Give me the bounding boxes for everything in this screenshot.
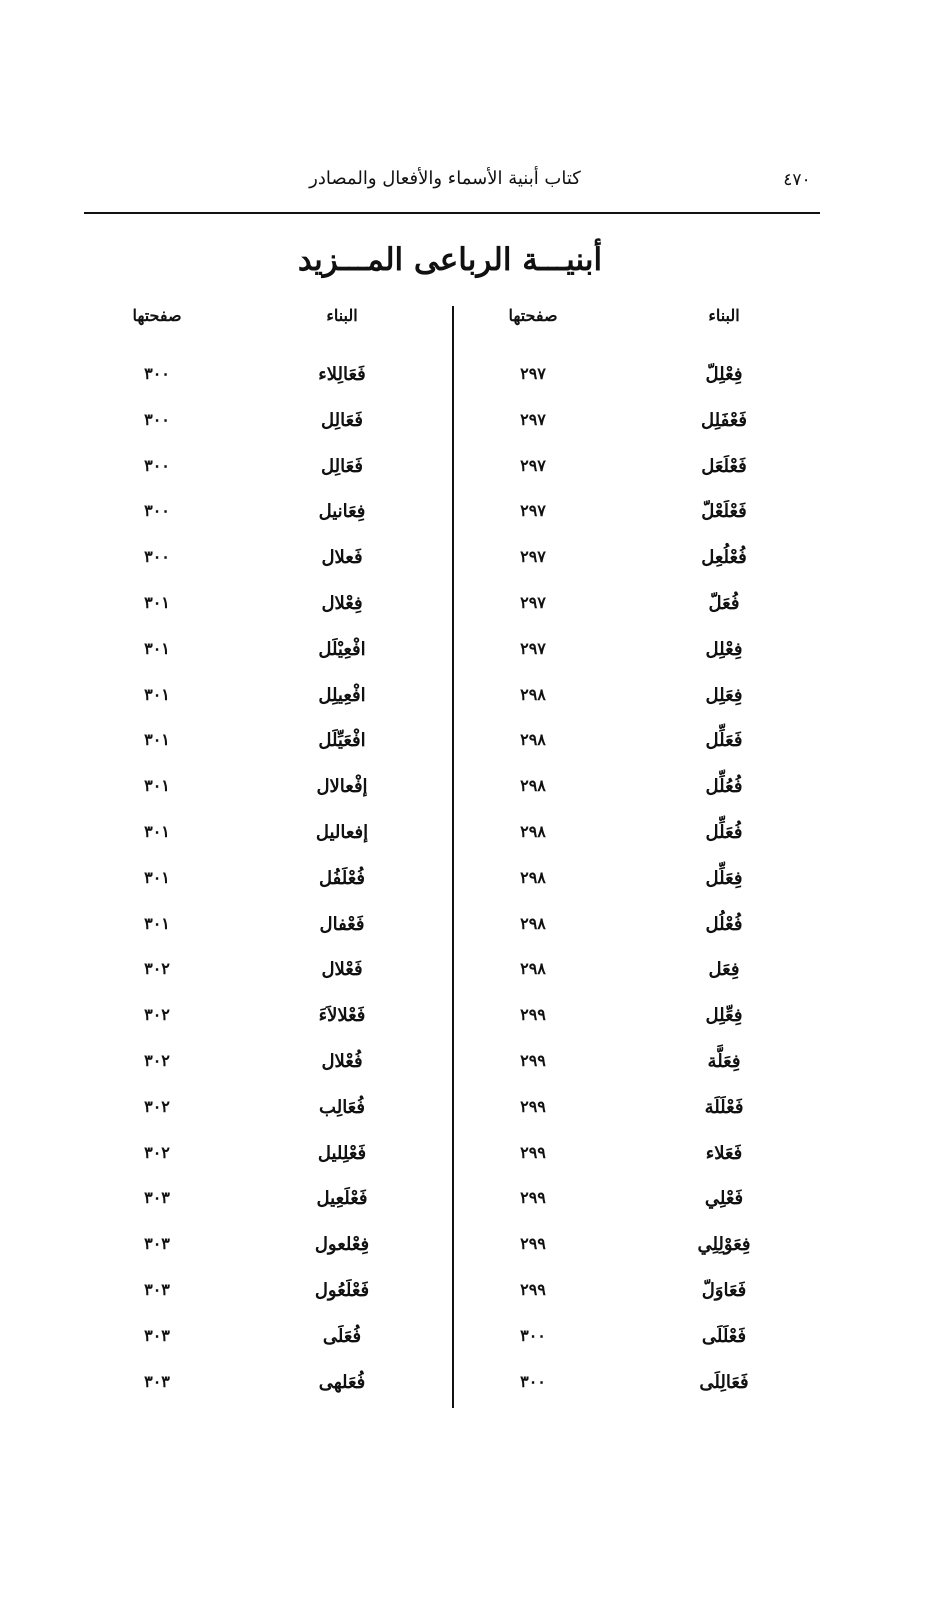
table-row [0, 1051, 944, 1097]
right-pattern-form: فِعَل [708, 959, 740, 981]
right-page-ref: ٢٩٧ [520, 409, 546, 429]
right-form-header: البناء [708, 306, 740, 325]
right-page-ref: ٣٠٠ [520, 1325, 546, 1345]
table-row [0, 547, 944, 593]
left-page-ref: ٣٠٣ [144, 1234, 170, 1254]
left-pattern-form: فَعْلال [321, 959, 363, 981]
left-page-ref: ٣٠٢ [144, 1096, 170, 1116]
right-pattern-form: فُعَلِّل [705, 821, 743, 843]
left-pattern-form: إفعاليل [315, 821, 369, 843]
right-pattern-form: فَعَلِّل [705, 730, 743, 752]
left-form-header: البناء [326, 306, 358, 325]
table-row [0, 1326, 944, 1372]
right-pattern-form: فَعَاوَلّ [701, 1279, 747, 1301]
left-page-ref: ٣٠٠ [144, 501, 170, 521]
left-page-ref: ٣٠١ [144, 638, 170, 658]
pattern-table [0, 364, 944, 1417]
right-page-ref: ٢٩٧ [520, 547, 546, 567]
right-pattern-form: فِعْلِل [705, 638, 743, 660]
page-number: ٤٧٠ [783, 170, 811, 190]
left-pattern-form: فَعْلَعِيل [316, 1188, 368, 1210]
left-page-ref: ٣٠١ [144, 592, 170, 612]
left-pattern-form: فَعَالِل [321, 455, 363, 477]
right-page-ref: ٢٩٨ [520, 730, 546, 750]
table-row [0, 959, 944, 1005]
right-pattern-form: فِعِّلِل [705, 1005, 743, 1027]
table-row [0, 1097, 944, 1143]
table-row [0, 501, 944, 547]
table-row [0, 1005, 944, 1051]
header-rule [84, 212, 820, 214]
right-pattern-form: فِعَوْلِلِي [697, 1234, 751, 1256]
table-row [0, 822, 944, 868]
left-pattern-form: فِعْلال [321, 592, 363, 614]
right-page-ref: ٢٩٨ [520, 821, 546, 841]
left-page-ref: ٣٠١ [144, 730, 170, 750]
right-pattern-form: فَعْلَلَة [704, 1096, 744, 1118]
left-page-ref: ٣٠٣ [144, 1371, 170, 1391]
left-page-header: صفحتها [132, 306, 182, 325]
right-page-ref: ٢٩٩ [520, 1188, 546, 1208]
section-heading: أبنيـــة الرباعى المـــزيد [297, 242, 603, 278]
right-pattern-form: فَعْفَلِل [701, 409, 747, 431]
right-pattern-form: فِعَلَّة [707, 1050, 741, 1072]
left-page-ref: ٣٠٠ [144, 364, 170, 383]
left-pattern-form: فِعْلعول [314, 1234, 370, 1256]
right-pattern-form: فَعْلِي [704, 1188, 744, 1210]
left-pattern-form: فَعْفال [319, 913, 365, 935]
left-page-ref: ٣٠٣ [144, 1279, 170, 1299]
left-pattern-form: افْعِيْلَل [318, 638, 366, 660]
right-pattern-form: فَعْلَعْلّ [701, 501, 747, 523]
right-page-ref: ٢٩٨ [520, 913, 546, 933]
table-row [0, 1188, 944, 1234]
left-page-ref: ٣٠٢ [144, 1142, 170, 1162]
left-pattern-form: فَعْلالاَءَ [318, 1005, 366, 1027]
left-pattern-form: فُعَالِب [319, 1096, 365, 1118]
left-pattern-form: فَعْلَعُول [314, 1279, 370, 1301]
left-pattern-form: فَعَالِلاء [318, 364, 366, 385]
right-page-ref: ٢٩٨ [520, 684, 546, 704]
table-row [0, 456, 944, 502]
table-row [0, 639, 944, 685]
left-page-ref: ٣٠١ [144, 913, 170, 933]
left-pattern-form: فُعَلهى [318, 1371, 366, 1393]
table-row [0, 1372, 944, 1418]
right-pattern-form: فُعْلُعِل [701, 547, 747, 569]
left-page-ref: ٣٠١ [144, 821, 170, 841]
right-page-ref: ٢٩٩ [520, 1050, 546, 1070]
table-row [0, 364, 944, 410]
right-pattern-form: فُعَلّ [708, 592, 740, 614]
left-pattern-form: فِعَانيل [318, 501, 366, 523]
table-row [0, 776, 944, 822]
right-pattern-form: فُعُلِّل [705, 776, 743, 798]
left-pattern-form: إفْعالال [316, 776, 368, 798]
right-page-ref: ٣٠٠ [520, 1371, 546, 1391]
left-page-ref: ٣٠٢ [144, 959, 170, 979]
running-header-title: كتاب أبنية الأسماء والأفعال والمصادر [309, 168, 581, 189]
right-page-ref: ٢٩٩ [520, 1142, 546, 1162]
right-page-ref: ٢٩٧ [520, 638, 546, 658]
left-pattern-form: فُعَلَى [322, 1325, 362, 1347]
table-row [0, 1280, 944, 1326]
left-pattern-form: فَعلال [321, 547, 363, 569]
right-page-ref: ٢٩٨ [520, 776, 546, 796]
left-page-ref: ٣٠٣ [144, 1325, 170, 1345]
left-pattern-form: فُعْلال [321, 1050, 363, 1072]
right-page-ref: ٢٩٧ [520, 455, 546, 475]
right-pattern-form: فَعَالِلَى [699, 1371, 749, 1393]
left-page-ref: ٣٠٠ [144, 455, 170, 475]
right-page-ref: ٢٩٧ [520, 501, 546, 521]
left-page-ref: ٣٠٢ [144, 1005, 170, 1025]
right-pattern-form: فِعَلِل [705, 684, 743, 706]
left-pattern-form: فَعْلِليل [317, 1142, 367, 1164]
left-pattern-form: فُعْلَفُل [319, 867, 365, 889]
right-page-ref: ٢٩٩ [520, 1279, 546, 1299]
left-page-ref: ٣٠١ [144, 776, 170, 796]
table-row [0, 914, 944, 960]
table-row [0, 685, 944, 731]
right-pattern-form: فَعَلاء [705, 1142, 743, 1164]
left-page-ref: ٣٠٢ [144, 1050, 170, 1070]
left-page-ref: ٣٠٠ [144, 547, 170, 567]
right-page-ref: ٢٩٩ [520, 1005, 546, 1025]
right-pattern-form: فَعْلَلَى [701, 1325, 747, 1347]
left-page-ref: ٣٠١ [144, 684, 170, 704]
table-row [0, 410, 944, 456]
right-page-ref: ٢٩٩ [520, 1096, 546, 1116]
right-page-ref: ٢٩٨ [520, 867, 546, 887]
table-row [0, 1234, 944, 1280]
left-page-ref: ٣٠٣ [144, 1188, 170, 1208]
table-row [0, 868, 944, 914]
right-pattern-form: فِعَلِّل [705, 867, 743, 889]
right-page-ref: ٢٩٧ [520, 364, 546, 383]
right-page-ref: ٢٩٩ [520, 1234, 546, 1254]
table-row [0, 593, 944, 639]
left-pattern-form: فَعَالِل [321, 409, 363, 431]
right-page-ref: ٢٩٨ [520, 959, 546, 979]
right-pattern-form: فُعْلُل [705, 913, 743, 935]
right-pattern-form: فَعْلَعَل [701, 455, 747, 477]
left-page-ref: ٣٠١ [144, 867, 170, 887]
left-page-ref: ٣٠٠ [144, 409, 170, 429]
left-pattern-form: افْعَيِّلَل [318, 730, 366, 752]
table-row [0, 730, 944, 776]
right-page-header: صفحتها [508, 306, 558, 325]
right-page-ref: ٢٩٧ [520, 592, 546, 612]
table-row [0, 1143, 944, 1189]
right-pattern-form: فِعْلِلّ [705, 364, 743, 385]
left-pattern-form: افْعِيلِل [318, 684, 366, 706]
